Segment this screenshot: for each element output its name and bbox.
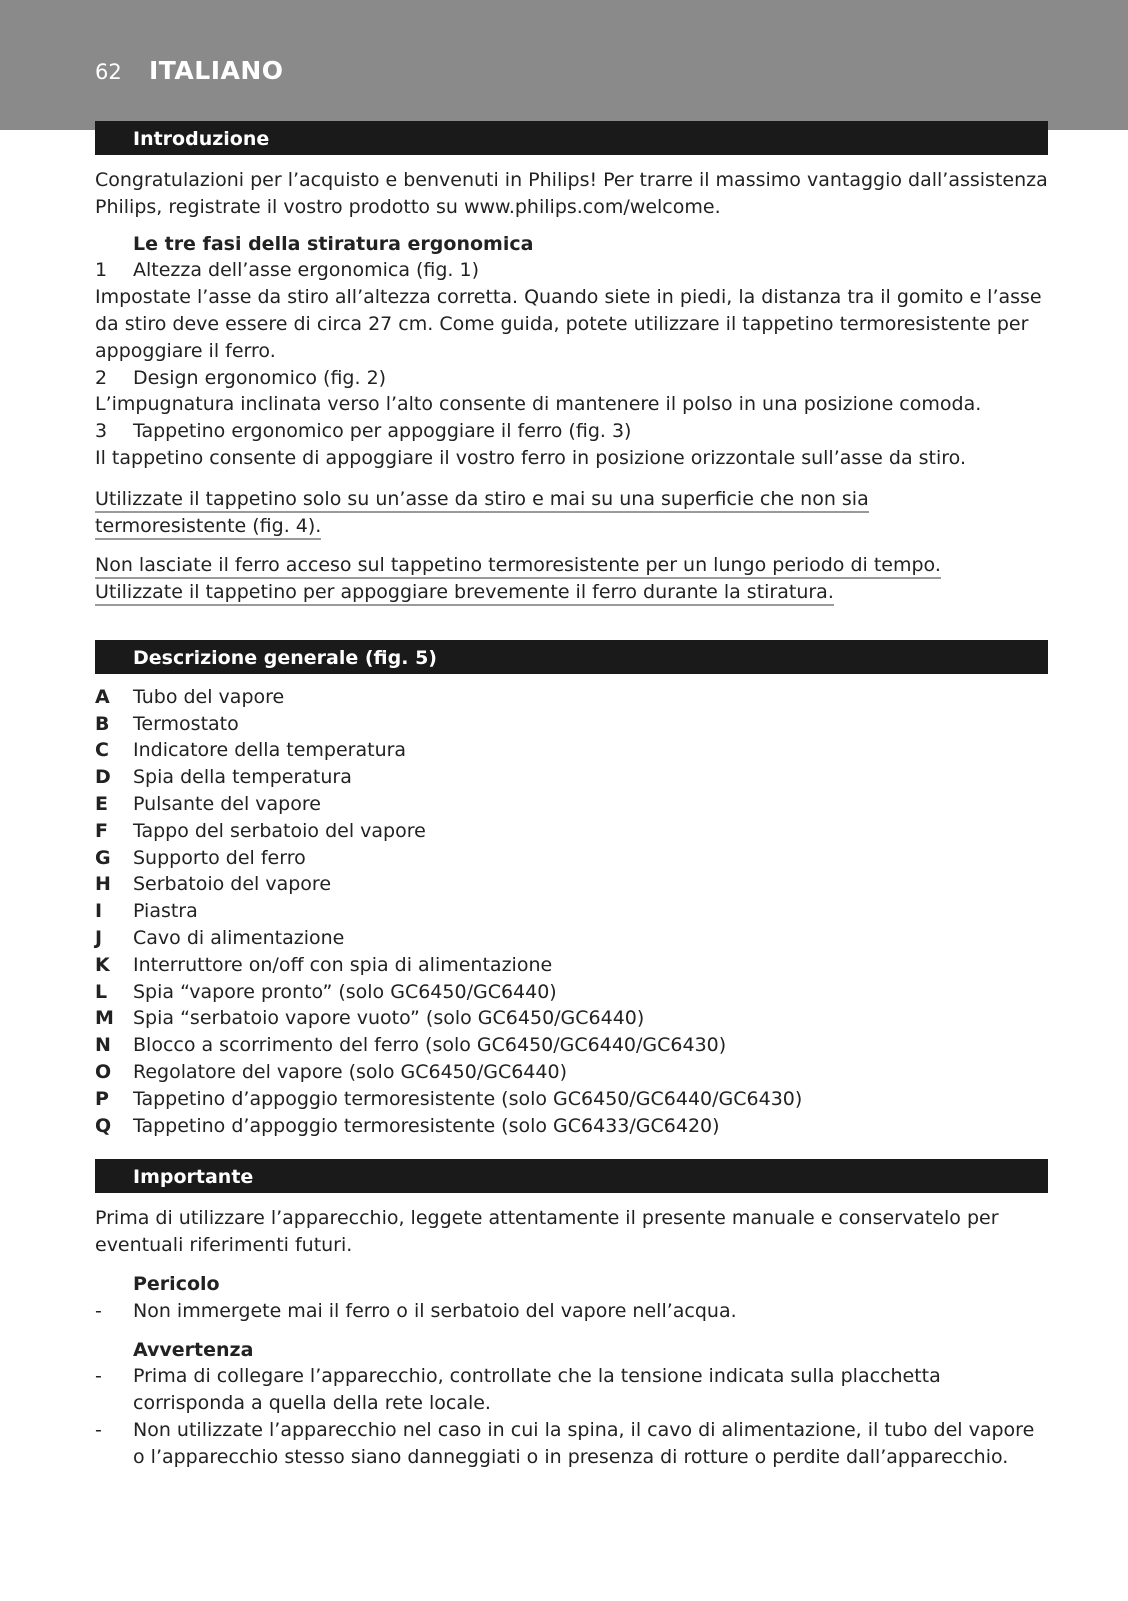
item-marker: I [95, 900, 103, 923]
list-item [95, 925, 1048, 952]
phase-2-text: L’impugnatura inclinata verso l’alto consente di mantenere il polso in una posizione comoda. [95, 393, 982, 416]
warning-block-1 [95, 486, 1048, 540]
list-item [95, 871, 1048, 898]
item-text: Piastra [133, 900, 198, 923]
list-item [95, 1032, 1048, 1059]
section-bar-descrizione: Descrizione generale (fig. 5) [95, 640, 1048, 674]
warning-1-line-1: Utilizzate il tappetino solo su un’asse da stiro e mai su una superficie che non sia [95, 488, 869, 513]
item-text: Pulsante del vapore [133, 792, 321, 815]
list-item [95, 1086, 1048, 1113]
item-marker: G [95, 846, 111, 869]
list-item [95, 979, 1048, 1006]
list-item [95, 1417, 1048, 1471]
item-text: Blocco a scorrimento del ferro (solo GC6450/GC6440/GC6430) [133, 1034, 727, 1057]
item-text: Tappo del serbatoio del vapore [133, 819, 426, 842]
item-marker: D [95, 766, 111, 789]
phase-1-text: Impostate l’asse da stiro all’altezza corretta. Quando siete in piedi, la distanza tra il gomito e l’asse da stiro deve essere di circa 27 cm. Come guida, potete utilizzare il tappetino termoresistente per appoggiare il ferro. [95, 286, 1042, 362]
phase-title: Tappetino ergonomico per appoggiare il ferro (fig. 3) [133, 420, 632, 443]
warning-block-2 [95, 552, 1048, 606]
item-text: Tubo del vapore [133, 685, 285, 708]
phases-heading: Le tre fasi della stiratura ergonomica [133, 232, 534, 255]
list-item [95, 898, 1048, 925]
item-text: Interruttore on/off con spia di alimentazione [133, 953, 553, 976]
item-text: Serbatoio del vapore [133, 873, 332, 896]
phase-number: 1 [95, 259, 108, 282]
phase-2-title [95, 365, 1048, 392]
section-bar-importante: Importante [95, 1159, 1048, 1193]
item-text: Tappetino d’appoggio termoresistente (solo GC6450/GC6440/GC6430) [133, 1087, 803, 1110]
parts-list [95, 684, 1048, 1140]
item-text: Tappetino d’appoggio termoresistente (solo GC6433/GC6420) [133, 1114, 720, 1137]
list-item [95, 818, 1048, 845]
importante-intro: Prima di utilizzare l’apparecchio, leggete attentamente il presente manuale e conservatelo per eventuali riferimenti futuri. [95, 1207, 999, 1257]
pericolo-heading: Pericolo [133, 1272, 220, 1295]
phase-title: Altezza dell’asse ergonomica (fig. 1) [133, 259, 480, 282]
avvertenza-heading: Avvertenza [133, 1338, 254, 1361]
item-text: Prima di collegare l’apparecchio, controllate che la tensione indicata sulla placchetta corrisponda a quella della rete locale. [133, 1365, 941, 1415]
list-item [95, 764, 1048, 791]
item-marker: K [95, 953, 110, 976]
page-content [95, 121, 1048, 1470]
avvertenza-list [95, 1363, 1048, 1470]
phase-3-text: Il tappetino consente di appoggiare il vostro ferro in posizione orizzontale sull’asse da stiro. [95, 446, 967, 469]
item-marker: N [95, 1034, 111, 1057]
item-marker: Q [95, 1114, 112, 1137]
page-number: 62 [95, 60, 122, 84]
language-title: ITALIANO [149, 56, 284, 85]
list-item [95, 1363, 1048, 1417]
item-marker: H [95, 873, 111, 896]
item-marker: - [95, 1365, 102, 1388]
phase-3-title [95, 418, 1048, 445]
item-text: Non immergete mai il ferro o il serbatoio del vapore nell’acqua. [133, 1299, 737, 1322]
phase-1-title [95, 257, 1048, 284]
phase-number: 2 [95, 366, 108, 389]
item-marker: B [95, 712, 110, 735]
list-item [95, 711, 1048, 738]
item-text: Supporto del ferro [133, 846, 306, 869]
warning-2-line-2: Utilizzate il tappetino per appoggiare brevemente il ferro durante la stiratura. [95, 581, 834, 606]
header-band [0, 0, 1128, 130]
item-marker: F [95, 819, 108, 842]
phase-number: 3 [95, 420, 108, 443]
item-marker: - [95, 1299, 102, 1322]
list-item [95, 791, 1048, 818]
item-text: Cavo di alimentazione [133, 926, 345, 949]
list-item [95, 684, 1048, 711]
list-item [95, 845, 1048, 872]
list-item [95, 737, 1048, 764]
item-marker: E [95, 792, 108, 815]
item-text: Spia “serbatoio vapore vuoto” (solo GC6450/GC6440) [133, 1007, 645, 1030]
item-text: Termostato [133, 712, 239, 735]
item-marker: C [95, 739, 109, 762]
warning-1-line-2: termoresistente (fig. 4). [95, 515, 321, 540]
intro-paragraph: Congratulazioni per l’acquisto e benvenuti in Philips! Per trarre il massimo vantaggio dall’assistenza Philips, registrate il vostro prodotto su www.philips.com/welcome. [95, 169, 1048, 218]
section-bar-introduzione: Introduzione [95, 121, 1048, 155]
item-marker: O [95, 1060, 112, 1083]
item-marker: J [95, 926, 103, 949]
item-marker: A [95, 685, 110, 708]
item-marker: - [95, 1418, 102, 1441]
pericolo-list [95, 1298, 1048, 1325]
item-text: Regolatore del vapore (solo GC6450/GC6440) [133, 1060, 567, 1083]
item-text: Spia della temperatura [133, 766, 352, 789]
item-marker: L [95, 980, 108, 1003]
phase-title: Design ergonomico (fig. 2) [133, 366, 387, 389]
warning-2-line-1: Non lasciate il ferro acceso sul tappetino termoresistente per un lungo periodo di tempo. [95, 554, 941, 579]
item-text: Spia “vapore pronto” (solo GC6450/GC6440) [133, 980, 557, 1003]
item-marker: M [95, 1007, 114, 1030]
list-item [95, 1113, 1048, 1140]
item-text: Non utilizzate l’apparecchio nel caso in cui la spina, il cavo di alimentazione, il tubo del vapore o l’apparecchio stesso siano danneggiati o in presenza di rotture o perdite dall’apparecchio. [133, 1418, 1035, 1468]
list-item [95, 952, 1048, 979]
list-item [95, 1059, 1048, 1086]
item-text: Indicatore della temperatura [133, 739, 407, 762]
list-item [95, 1298, 1048, 1325]
list-item [95, 1005, 1048, 1032]
item-marker: P [95, 1087, 109, 1110]
